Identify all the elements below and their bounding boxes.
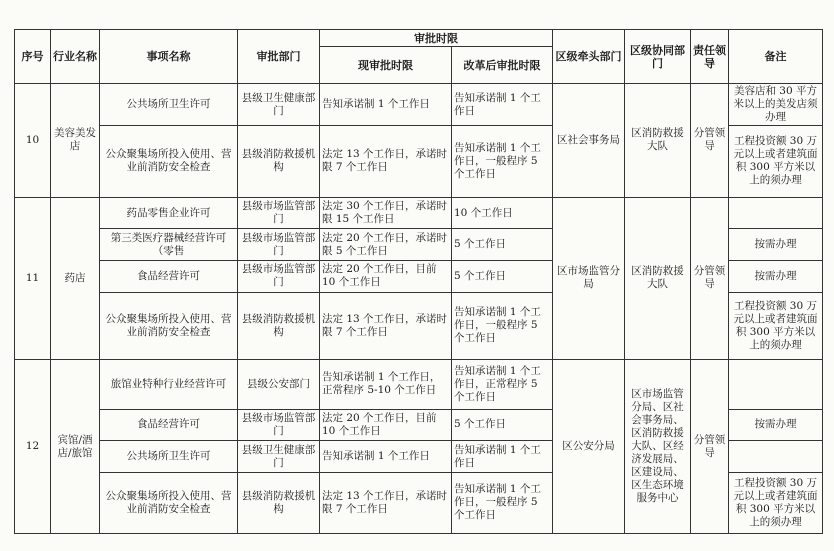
remark-cell: 工程投资额 30 万元以上或者建筑面积 300 平方米以上的须办理 — [729, 292, 823, 359]
item-cell: 食品经营许可 — [100, 409, 238, 441]
header-seq: 序号 — [15, 30, 51, 84]
remark-cell — [729, 441, 823, 473]
reformed-limit-cell: 告知承诺制 1 个工作日，一般程序 5 个工作日 — [452, 126, 553, 198]
leader-cell: 分管领导 — [691, 197, 729, 359]
dept-cell: 县级市场监管部门 — [238, 197, 320, 229]
dept-cell: 县级消防救援机构 — [238, 126, 320, 198]
assist-dept-cell: 区消防救援大队 — [625, 84, 691, 198]
reformed-limit-cell: 10 个工作日 — [452, 197, 553, 229]
header-current: 现审批时限 — [320, 47, 452, 84]
item-cell: 公共场所卫生许可 — [100, 84, 238, 126]
assist-dept-cell: 区市场监管分局、区社会事务局、区消防救援大队、区经济发展局、区建设局、区生态环境服务中心 — [625, 360, 691, 534]
header-dept: 审批部门 — [238, 30, 320, 84]
header-leader: 责任领导 — [691, 30, 729, 84]
seq-cell: 11 — [15, 197, 51, 359]
header-assist: 区级协同部门 — [625, 30, 691, 84]
current-limit-cell: 告知承诺制 1 个工作日 — [320, 84, 452, 126]
remark-cell: 按需办理 — [729, 261, 823, 293]
reformed-limit-cell: 5 个工作日 — [452, 261, 553, 293]
current-limit-cell: 法定 20 个工作日，目前 10 个工作日 — [320, 261, 452, 293]
reformed-limit-cell: 5 个工作日 — [452, 229, 553, 261]
industry-cell: 宾馆/酒店/旅馆 — [51, 360, 100, 534]
table-row — [15, 197, 823, 229]
header-reformed: 改革后审批时限 — [452, 47, 553, 84]
dept-cell: 县级卫生健康部门 — [238, 84, 320, 126]
lead-dept-cell: 区市场监管分局 — [553, 197, 625, 359]
table-row — [15, 84, 823, 126]
reformed-limit-cell: 告知承诺制 1 个工作日，一般程序 5 个工作日 — [452, 472, 553, 533]
seq-cell: 12 — [15, 360, 51, 534]
dept-cell: 县级公安部门 — [238, 360, 320, 410]
header-remark: 备注 — [729, 30, 823, 84]
remark-cell: 按需办理 — [729, 409, 823, 441]
item-cell: 第三类医疗器械经营许可（零售 — [100, 229, 238, 261]
table-row — [15, 360, 823, 410]
reformed-limit-cell: 告知承诺制 1 个工作日 — [452, 441, 553, 473]
header-time-limit: 审批时限 — [320, 30, 553, 47]
header-item: 事项名称 — [100, 30, 238, 84]
item-cell: 公众聚集场所投入使用、营业前消防安全检查 — [100, 472, 238, 533]
leader-cell: 分管领导 — [691, 84, 729, 198]
dept-cell: 县级消防救援机构 — [238, 292, 320, 359]
header-industry: 行业名称 — [51, 30, 100, 84]
dept-cell: 县级市场监管部门 — [238, 409, 320, 441]
remark-cell — [729, 197, 823, 229]
item-cell: 药品零售企业许可 — [100, 197, 238, 229]
remark-cell: 工程投资额 30 万元以上或者建筑面积 300 平方米以上的须办理 — [729, 126, 823, 198]
current-limit-cell: 法定 13 个工作日，承诺时限 7 个工作日 — [320, 292, 452, 359]
industry-cell: 美容美发店 — [51, 84, 100, 198]
item-cell: 旅馆业特种行业经营许可 — [100, 360, 238, 410]
approval-table — [14, 29, 823, 534]
dept-cell: 县级市场监管部门 — [238, 261, 320, 293]
reformed-limit-cell: 告知承诺制 1 个工作日 — [452, 84, 553, 126]
reformed-limit-cell: 告知承诺制 1 个工作日，一般程序 5 个工作日 — [452, 292, 553, 359]
leader-cell: 分管领导 — [691, 360, 729, 534]
item-cell: 食品经营许可 — [100, 261, 238, 293]
lead-dept-cell: 区公安分局 — [553, 360, 625, 534]
remark-cell: 美容店和 30 平方米以上的美发店须办理 — [729, 84, 823, 126]
dept-cell: 县级消防救援机构 — [238, 472, 320, 533]
industry-cell: 药店 — [51, 197, 100, 359]
lead-dept-cell: 区社会事务局 — [553, 84, 625, 198]
current-limit-cell: 法定 20 个工作日，目前 10 个工作日 — [320, 409, 452, 441]
current-limit-cell: 告知承诺制 1 个工作日，正常程序 5-10 个工作日 — [320, 360, 452, 410]
remark-cell: 按需办理 — [729, 229, 823, 261]
current-limit-cell: 告知承诺制 1 个工作日 — [320, 441, 452, 473]
item-cell: 公众聚集场所投入使用、营业前消防安全检查 — [100, 292, 238, 359]
current-limit-cell: 法定 20 个工作日，承诺时限 5 个工作日 — [320, 229, 452, 261]
header-lead: 区级牵头部门 — [553, 30, 625, 84]
remark-cell: 工程投资额 30 万元以上或者建筑面积 300 平方米以上的须办理 — [729, 472, 823, 533]
current-limit-cell: 法定 13 个工作日，承诺时限 7 个工作日 — [320, 126, 452, 198]
current-limit-cell: 法定 13 个工作日，承诺时限 7 个工作日 — [320, 472, 452, 533]
dept-cell: 县级市场监管部门 — [238, 229, 320, 261]
assist-dept-cell: 区消防救援大队 — [625, 197, 691, 359]
seq-cell: 10 — [15, 84, 51, 198]
item-cell: 公众聚集场所投入使用、营业前消防安全检查 — [100, 126, 238, 198]
reformed-limit-cell: 5 个工作日 — [452, 409, 553, 441]
reformed-limit-cell: 告知承诺制 1 个工作日，正常程序 5 个工作日 — [452, 360, 553, 410]
current-limit-cell: 法定 30 个工作日，承诺时限 15 个工作日 — [320, 197, 452, 229]
remark-cell — [729, 360, 823, 410]
item-cell: 公共场所卫生许可 — [100, 441, 238, 473]
dept-cell: 县级卫生健康部门 — [238, 441, 320, 473]
